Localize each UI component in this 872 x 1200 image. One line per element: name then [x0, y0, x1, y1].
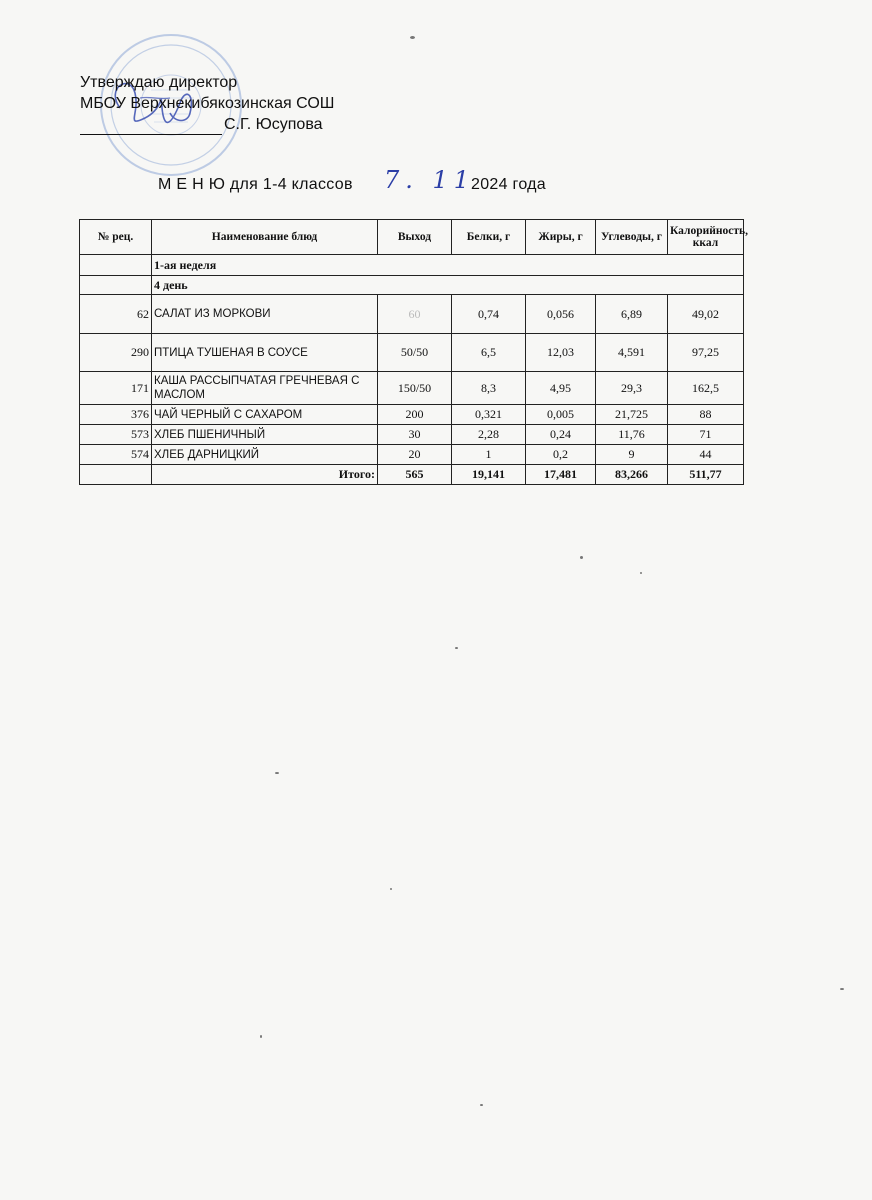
row-num: 573 — [80, 425, 152, 445]
scan-speck — [260, 1035, 262, 1038]
scan-speck — [410, 36, 415, 39]
table-row — [80, 405, 744, 425]
row-output: 150/50 — [378, 372, 452, 405]
row-num: 290 — [80, 334, 152, 372]
row-fat: 0,005 — [526, 405, 596, 425]
row-num: 62 — [80, 295, 152, 334]
menu-title-prefix: М Е Н Ю для 1-4 классов — [158, 176, 353, 193]
row-output: 50/50 — [378, 334, 452, 372]
table-row — [80, 425, 744, 445]
week-label: 1-ая неделя — [152, 255, 744, 276]
row-name: ЧАЙ ЧЕРНЫЙ С САХАРОМ — [152, 405, 378, 425]
total-calories: 511,77 — [668, 465, 744, 485]
row-calories: 162,5 — [668, 372, 744, 405]
scan-speck — [390, 888, 392, 890]
row-protein: 8,3 — [452, 372, 526, 405]
table-row — [80, 334, 744, 372]
row-fat: 0,24 — [526, 425, 596, 445]
row-carbs: 6,89 — [596, 295, 668, 334]
header-carbs: Углеводы, г — [596, 220, 668, 255]
header-num: № рец. — [80, 220, 152, 255]
row-carbs: 21,725 — [596, 405, 668, 425]
row-fat: 0,056 — [526, 295, 596, 334]
row-protein: 2,28 — [452, 425, 526, 445]
row-output: 200 — [378, 405, 452, 425]
signature-line — [80, 114, 334, 135]
scan-speck — [640, 572, 642, 574]
row-output: 20 — [378, 445, 452, 465]
total-fat: 17,481 — [526, 465, 596, 485]
scan-speck — [580, 556, 583, 559]
row-calories: 97,25 — [668, 334, 744, 372]
row-name: КАША РАССЫПЧАТАЯ ГРЕЧНЕВАЯ С МАСЛОМ — [152, 372, 378, 405]
row-carbs: 9 — [596, 445, 668, 465]
total-carbs: 83,266 — [596, 465, 668, 485]
scan-speck — [455, 647, 458, 649]
row-num: 376 — [80, 405, 152, 425]
scan-speck — [275, 772, 279, 774]
approval-line: Утверждаю директор — [80, 74, 238, 91]
table-row — [80, 295, 744, 334]
menu-title — [158, 166, 547, 194]
row-carbs: 29,3 — [596, 372, 668, 405]
row-protein: 0,321 — [452, 405, 526, 425]
table-row — [80, 372, 744, 405]
row-protein: 1 — [452, 445, 526, 465]
row-fat: 4,95 — [526, 372, 596, 405]
total-protein: 19,141 — [452, 465, 526, 485]
row-calories: 71 — [668, 425, 744, 445]
menu-table — [79, 219, 748, 485]
row-name: ХЛЕБ ПШЕНИЧНЫЙ — [152, 425, 378, 445]
total-row — [80, 465, 744, 485]
row-num: 171 — [80, 372, 152, 405]
row-protein: 0,74 — [452, 295, 526, 334]
row-fat: 12,03 — [526, 334, 596, 372]
row-calories: 49,02 — [668, 295, 744, 334]
total-output: 565 — [378, 465, 452, 485]
scan-speck — [840, 988, 844, 990]
total-label: Итого: — [152, 465, 378, 485]
row-fat: 0,2 — [526, 445, 596, 465]
row-output: 30 — [378, 425, 452, 445]
signer-name: С.Г. Юсупова — [224, 116, 323, 133]
header-calories: Калорийность, ккал — [668, 220, 744, 255]
school-name: МБОУ Верхнекибякозинская СОШ — [80, 95, 335, 112]
row-protein: 6,5 — [452, 334, 526, 372]
table-row — [80, 445, 744, 465]
row-carbs: 4,591 — [596, 334, 668, 372]
handwritten-date: 7. 11 — [384, 166, 476, 194]
row-num: 574 — [80, 445, 152, 465]
approval-block — [80, 72, 334, 135]
table-header-row — [80, 220, 744, 255]
row-name: ПТИЦА ТУШЕНАЯ В СОУСЕ — [152, 334, 378, 372]
header-name: Наименование блюд — [152, 220, 378, 255]
row-calories: 88 — [668, 405, 744, 425]
day-row — [80, 276, 744, 295]
week-row — [80, 255, 744, 276]
row-output: 60 — [378, 295, 452, 334]
header-fat: Жиры, г — [526, 220, 596, 255]
day-label: 4 день — [152, 276, 744, 295]
row-carbs: 11,76 — [596, 425, 668, 445]
menu-title-year: 2024 года — [471, 176, 547, 193]
signature-underline — [80, 118, 222, 135]
header-protein: Белки, г — [452, 220, 526, 255]
header-output: Выход — [378, 220, 452, 255]
row-name: ХЛЕБ ДАРНИЦКИЙ — [152, 445, 378, 465]
row-name: САЛАТ ИЗ МОРКОВИ — [152, 295, 378, 334]
row-calories: 44 — [668, 445, 744, 465]
scan-speck — [480, 1104, 483, 1106]
